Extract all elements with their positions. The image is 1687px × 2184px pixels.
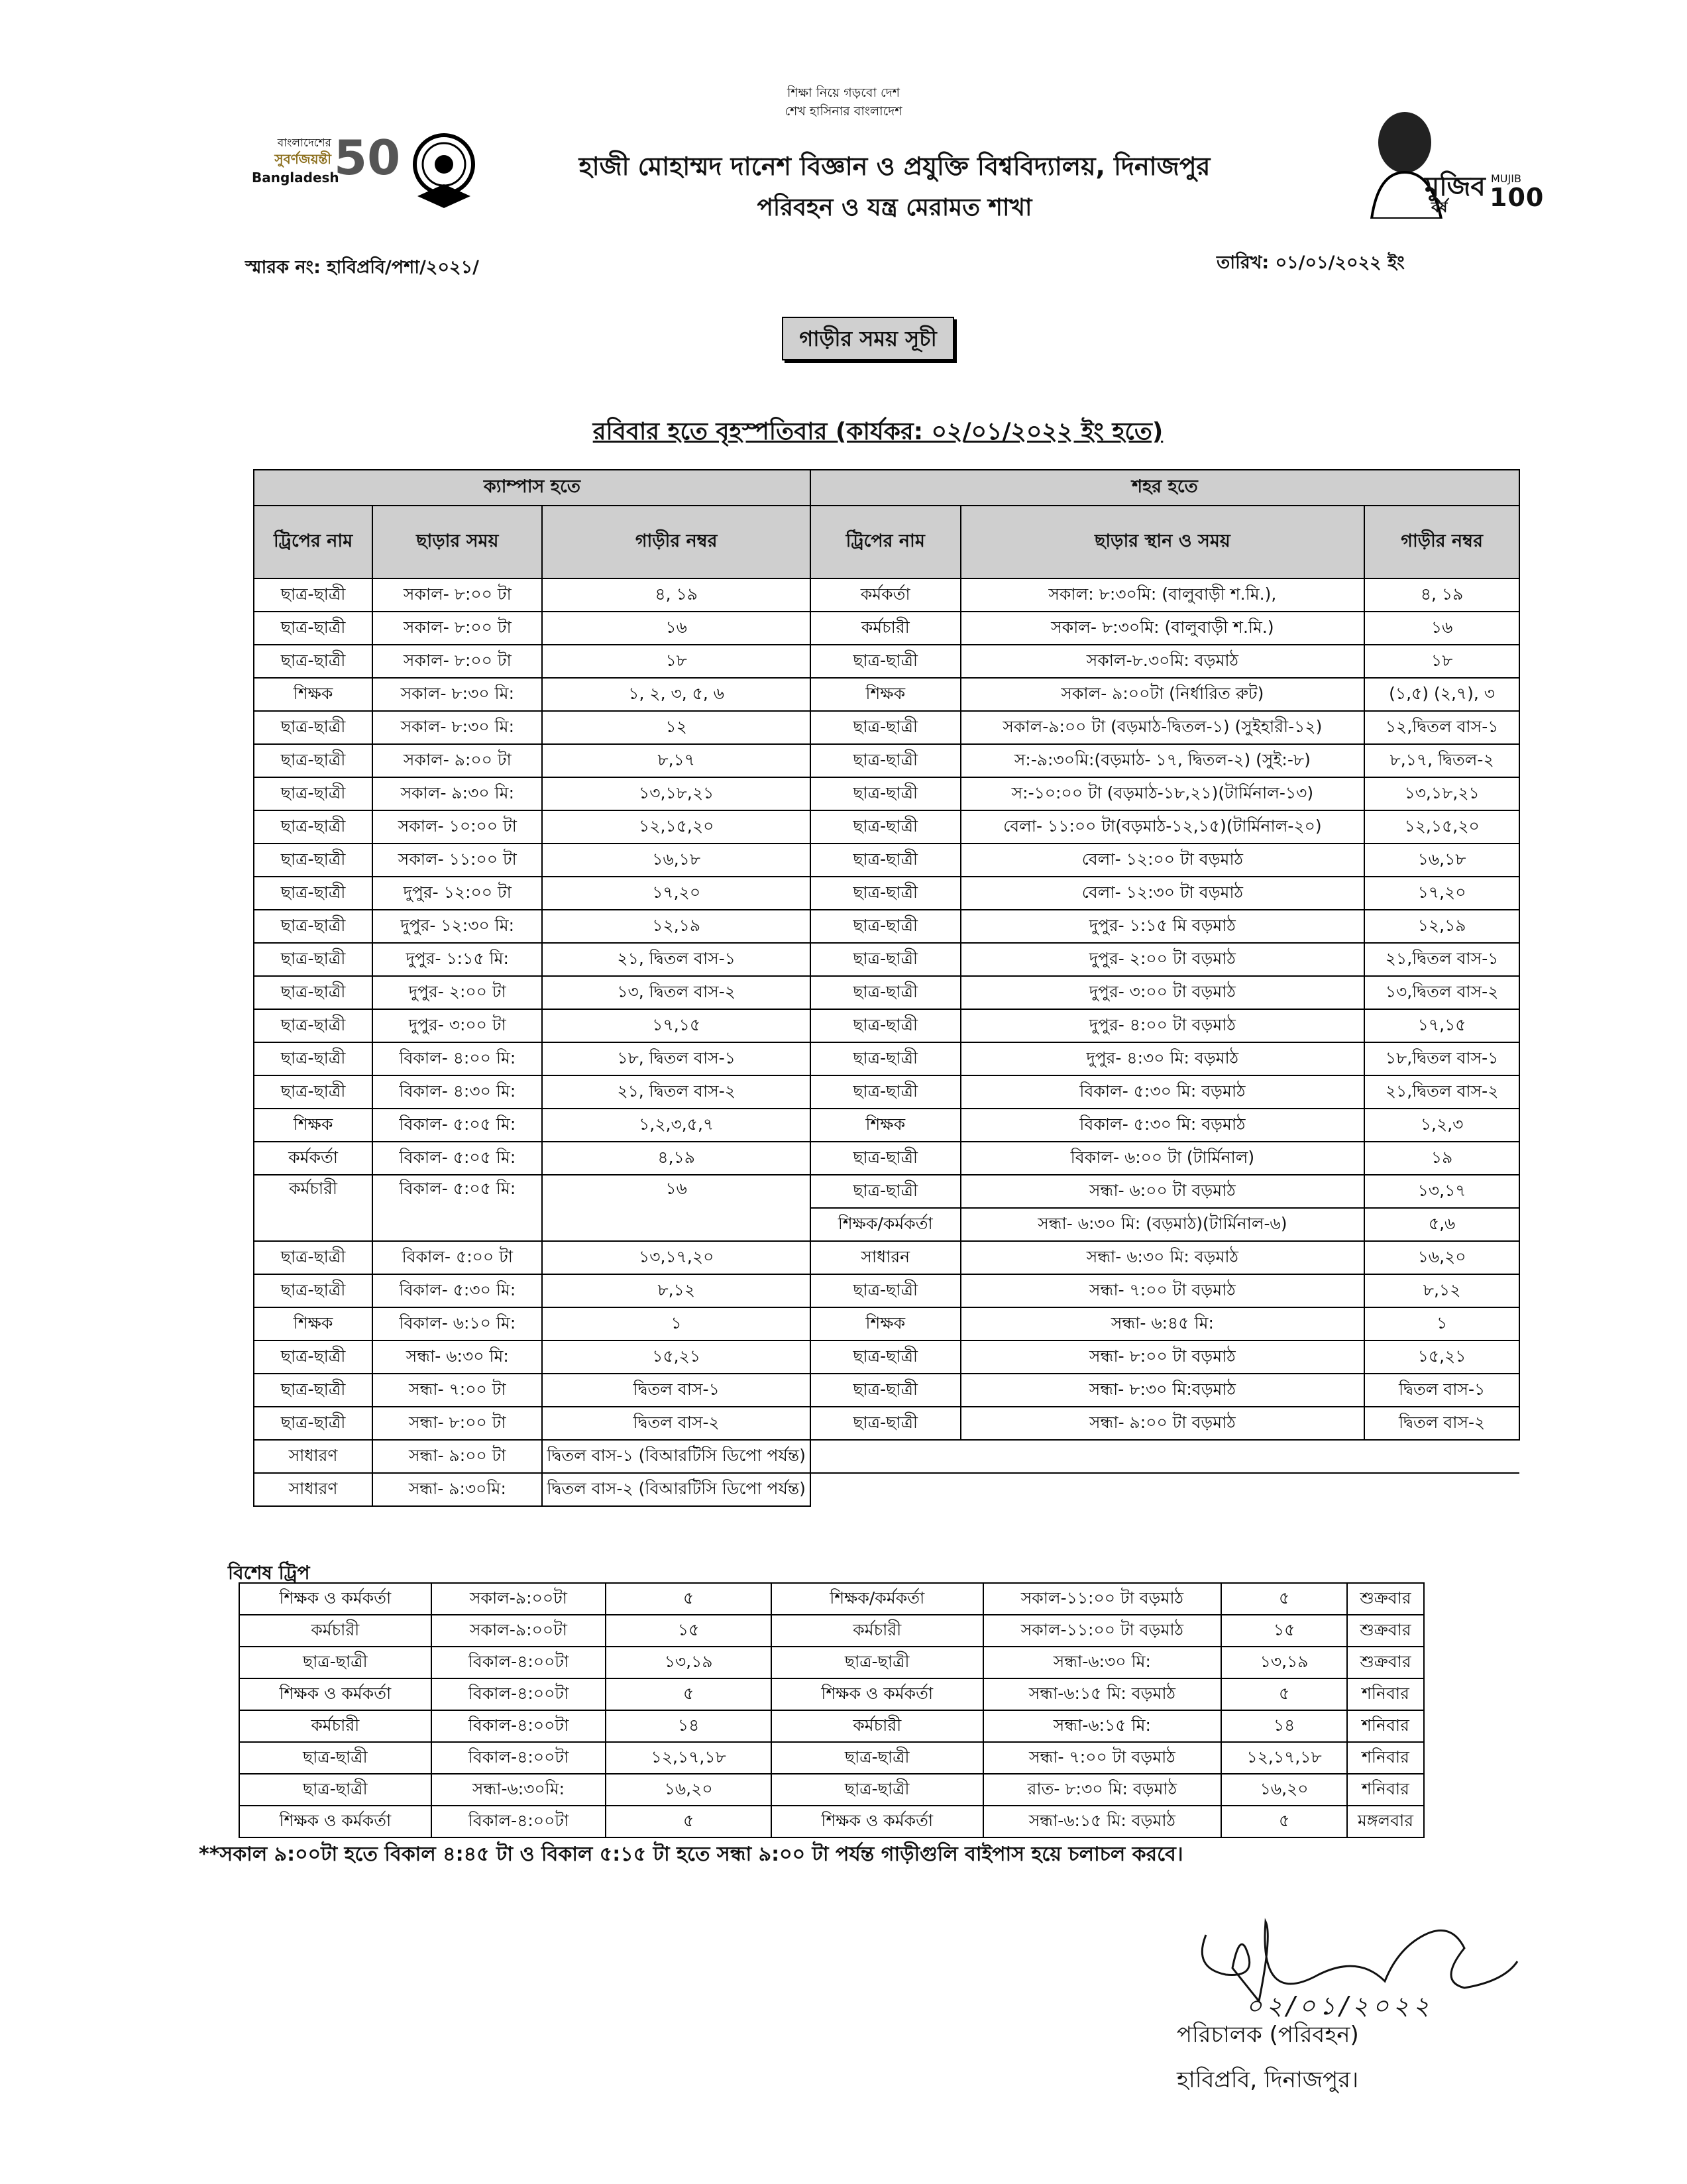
logo-line-1: বাংলাদেশের	[277, 136, 331, 150]
city-depart-place-time: সন্ধা- ৮:৩০ মি:বড়মাঠ	[961, 1374, 1365, 1407]
empty-cell	[810, 1440, 1519, 1473]
city-vehicle-no: ৪, ১৯	[1364, 578, 1519, 612]
return-place-time: সন্ধা-৬:৩০ মি:	[983, 1647, 1222, 1678]
campus-depart-time: বিকাল- ৫:০৫ মি:	[372, 1142, 542, 1175]
city-trip-name: ছাত্র-ছাত্রী	[810, 1042, 961, 1075]
city-depart-place-time: বিকাল- ৫:৩০ মি: বড়মাঠ	[961, 1075, 1365, 1109]
city-vehicle-no: ১	[1364, 1307, 1519, 1340]
city-vehicle-no: ১৬,১৮	[1364, 844, 1519, 877]
return-place-time: সন্ধা-৬:১৫ মি:	[983, 1710, 1222, 1742]
city-vehicle-no: ১২,১৯	[1364, 910, 1519, 943]
table-row	[254, 1340, 1519, 1374]
trip-name: কর্মচারী	[239, 1710, 431, 1742]
return-vehicle-no: ১৫	[1221, 1615, 1347, 1647]
trip-name: শিক্ষক ও কর্মকর্তা	[239, 1583, 431, 1615]
city-depart-place-time: স:-৯:৩০মি:(বড়মাঠ- ১৭, দ্বিতল-২) (সুই:-৮)	[961, 744, 1365, 777]
campus-vehicle-no: ৮,১৭	[542, 744, 810, 777]
city-trip-name: শিক্ষক	[810, 1109, 961, 1142]
vehicle-no: ৫	[606, 1806, 771, 1837]
memo-ref: স্মারক নং: হাবিপ্রবি/পশা/২০২১/	[245, 257, 479, 278]
campus-vehicle-no: ১৩, দ্বিতল বাস-২	[542, 976, 810, 1009]
city-trip-name: ছাত্র-ছাত্রী	[810, 810, 961, 844]
table-row	[254, 1042, 1519, 1075]
col-trip-name: ট্রিপের নাম	[254, 506, 372, 578]
city-trip-name: শিক্ষক	[810, 678, 961, 711]
logo-line-2: সুবর্ণজয়ন্তী	[274, 151, 331, 167]
return-trip-name: শিক্ষক/কর্মকর্তা	[771, 1583, 983, 1615]
campus-vehicle-no: ১,২,৩,৫,৭	[542, 1109, 810, 1142]
campus-trip-name: ছাত্র-ছাত্রী	[254, 711, 372, 744]
trip-name: ছাত্র-ছাত্রী	[239, 1742, 431, 1774]
city-trip-name: ছাত্র-ছাত্রী	[810, 877, 961, 910]
city-vehicle-no: ১,২,৩	[1364, 1109, 1519, 1142]
city-trip-name: ছাত্র-ছাত্রী	[810, 711, 961, 744]
mujib-latin: MUJIB	[1491, 172, 1521, 185]
vehicle-no: ৫	[606, 1583, 771, 1615]
campus-vehicle-no: ১৬,১৮	[542, 844, 810, 877]
campus-trip-name: ছাত্র-ছাত্রী	[254, 744, 372, 777]
campus-depart-time: বিকাল- ৫:৩০ মি:	[372, 1274, 542, 1307]
special-trips-table	[239, 1582, 1425, 1838]
campus-depart-time: সকাল- ৮:০০ টা	[372, 645, 542, 678]
footnote: **সকাল ৯:০০টা হতে বিকাল ৪:৪৫ টা ও বিকাল ৫:১৫ টা হতে সন্ধা ৯:০০ টা পর্যন্ত গাড়ীগুলি বাইপাস হয়ে চলাচল করবে।	[199, 1843, 1183, 1866]
campus-depart-time: সকাল- ১০:০০ টা	[372, 810, 542, 844]
special-trips-label: বিশেষ ট্রিপ	[228, 1562, 310, 1584]
depart-time: বিকাল-৪:০০টা	[431, 1678, 606, 1710]
campus-trip-name: শিক্ষক	[254, 1307, 372, 1340]
city-depart-place-time: সন্ধা- ৮:০০ টা বড়মাঠ	[961, 1340, 1365, 1374]
weekday: শনিবার	[1347, 1774, 1424, 1806]
table-row	[254, 844, 1519, 877]
city-depart-place-time: সন্ধা- ৬:৪৫ মি:	[961, 1307, 1365, 1340]
city-vehicle-no: ১৩,১৮,২১	[1364, 777, 1519, 810]
logo-line-3: Bangladesh	[252, 170, 339, 186]
depart-time: বিকাল-৪:০০টা	[431, 1806, 606, 1837]
weekday: শনিবার	[1347, 1710, 1424, 1742]
city-vehicle-no: দ্বিতল বাস-২	[1364, 1407, 1519, 1440]
campus-depart-time: দুপুর- ১২:০০ টা	[372, 877, 542, 910]
city-depart-place-time: দুপুর- ৪:০০ টা বড়মাঠ	[961, 1009, 1365, 1042]
campus-vehicle-no: ১৭,২০	[542, 877, 810, 910]
city-vehicle-no: ১৮,দ্বিতল বাস-১	[1364, 1042, 1519, 1075]
campus-vehicle-no: দ্বিতল বাস-১	[542, 1374, 810, 1407]
city-trip-name: ছাত্র-ছাত্রী	[810, 777, 961, 810]
return-place-time: সকাল-১১:০০ টা বড়মাঠ	[983, 1583, 1222, 1615]
campus-trip-name: সাধারণ	[254, 1440, 372, 1473]
return-trip-name: শিক্ষক ও কর্মকর্তা	[771, 1806, 983, 1837]
return-place-time: সন্ধা-৬:১৫ মি: বড়মাঠ	[983, 1806, 1222, 1837]
depart-time: বিকাল-৪:০০টা	[431, 1742, 606, 1774]
campus-trip-name: ছাত্র-ছাত্রী	[254, 910, 372, 943]
city-vehicle-no: ৫,৬	[1364, 1208, 1519, 1241]
city-trip-name: ছাত্র-ছাত্রী	[810, 1374, 961, 1407]
col-trip-name: ট্রিপের নাম	[810, 506, 961, 578]
schedule-title: গাড়ীর সময় সূচী	[782, 317, 954, 360]
campus-depart-time: দুপুর- ২:০০ টা	[372, 976, 542, 1009]
city-depart-place-time: বেলা- ১১:০০ টা(বড়মাঠ-১২,১৫)(টার্মিনাল-২০)	[961, 810, 1365, 844]
trip-name: ছাত্র-ছাত্রী	[239, 1774, 431, 1806]
golden-jubilee-logo	[252, 130, 401, 203]
campus-depart-time: সকাল- ৯:৩০ মি:	[372, 777, 542, 810]
weekday: শনিবার	[1347, 1742, 1424, 1774]
city-vehicle-no: ১৭,২০	[1364, 877, 1519, 910]
city-trip-name: ছাত্র-ছাত্রী	[810, 1407, 961, 1440]
depart-time: বিকাল-৪:০০টা	[431, 1710, 606, 1742]
trip-name: শিক্ষক ও কর্মকর্তা	[239, 1678, 431, 1710]
mujib-borsho-logo	[1358, 106, 1545, 225]
depart-time: বিকাল-৪:০০টা	[431, 1647, 606, 1678]
special-row	[239, 1710, 1424, 1742]
city-trip-name: ছাত্র-ছাত্রী	[810, 844, 961, 877]
campus-vehicle-no: ১৮, দ্বিতল বাস-১	[542, 1042, 810, 1075]
city-vehicle-no: ৮,১৭, দ্বিতল-২	[1364, 744, 1519, 777]
city-vehicle-no: দ্বিতল বাস-১	[1364, 1374, 1519, 1407]
city-depart-place-time: সকাল-৮.৩০মি: বড়মাঠ	[961, 645, 1365, 678]
table-row	[254, 810, 1519, 844]
campus-vehicle-no: ১৫,২১	[542, 1340, 810, 1374]
city-trip-name: ছাত্র-ছাত্রী	[810, 976, 961, 1009]
vehicle-no: ১৩,১৯	[606, 1647, 771, 1678]
city-vehicle-no: ১৯	[1364, 1142, 1519, 1175]
campus-depart-time: সকাল- ৮:০০ টা	[372, 578, 542, 612]
campus-depart-time: সন্ধা- ৮:০০ টা	[372, 1407, 542, 1440]
campus-depart-time: বিকাল- ৪:০০ মি:	[372, 1042, 542, 1075]
return-vehicle-no: ৫	[1221, 1583, 1347, 1615]
table-row	[254, 1374, 1519, 1407]
table-row	[254, 645, 1519, 678]
campus-vehicle-no: ১৩,১৮,২১	[542, 777, 810, 810]
weekday: শুক্রবার	[1347, 1583, 1424, 1615]
campus-vehicle-no: দ্বিতল বাস-২ (বিআরটিসি ডিপো পর্যন্ত)	[542, 1473, 810, 1506]
city-trip-name: সাধারন	[810, 1241, 961, 1274]
campus-vehicle-no: ১	[542, 1307, 810, 1340]
col-depart-time: ছাড়ার সময়	[372, 506, 542, 578]
return-trip-name: শিক্ষক ও কর্মকর্তা	[771, 1678, 983, 1710]
return-vehicle-no: ১২,১৭,১৮	[1221, 1742, 1347, 1774]
table-row	[254, 1274, 1519, 1307]
campus-vehicle-no: ১৮	[542, 645, 810, 678]
city-depart-place-time: দুপুর- ৪:৩০ মি: বড়মাঠ	[961, 1042, 1365, 1075]
city-trip-name: ছাত্র-ছাত্রী	[810, 943, 961, 976]
mujib-text: মুজিব	[1425, 172, 1486, 202]
campus-trip-name: শিক্ষক	[254, 1109, 372, 1142]
return-vehicle-no: ১৪	[1221, 1710, 1347, 1742]
group-city: শহর হতে	[810, 470, 1519, 506]
city-vehicle-no: (১,৫) (২,৭), ৩	[1364, 678, 1519, 711]
depart-time: সকাল-৯:০০টা	[431, 1583, 606, 1615]
city-trip-name: শিক্ষক/কর্মকর্তা	[810, 1208, 961, 1241]
city-vehicle-no: ১৩,১৭	[1364, 1175, 1519, 1208]
campus-depart-time: দুপুর- ১২:৩০ মি:	[372, 910, 542, 943]
city-depart-place-time: দুপুর- ১:১৫ মি বড়মাঠ	[961, 910, 1365, 943]
campus-vehicle-no: ১২	[542, 711, 810, 744]
main-schedule-table	[253, 469, 1520, 1507]
tagline-1: শিক্ষা নিয়ে গড়বো দেশ	[787, 85, 900, 100]
empty-cell	[810, 1473, 1519, 1506]
return-trip-name: ছাত্র-ছাত্রী	[771, 1774, 983, 1806]
special-row	[239, 1615, 1424, 1647]
city-trip-name: ছাত্র-ছাত্রী	[810, 744, 961, 777]
campus-trip-name: ছাত্র-ছাত্রী	[254, 1374, 372, 1407]
depart-time: সন্ধা-৬:৩০মি:	[431, 1774, 606, 1806]
campus-trip-name: ছাত্র-ছাত্রী	[254, 578, 372, 612]
campus-vehicle-no: ১২,১৯	[542, 910, 810, 943]
col-vehicle-no: গাড়ীর নম্বর	[542, 506, 810, 578]
city-depart-place-time: বিকাল- ৬:০০ টা (টার্মিনাল)	[961, 1142, 1365, 1175]
special-row	[239, 1647, 1424, 1678]
campus-vehicle-no: দ্বিতল বাস-১ (বিআরটিসি ডিপো পর্যন্ত)	[542, 1440, 810, 1473]
city-vehicle-no: ১২,দ্বিতল বাস-১	[1364, 711, 1519, 744]
city-trip-name: ছাত্র-ছাত্রী	[810, 1175, 961, 1208]
campus-trip-name: ছাত্র-ছাত্রী	[254, 612, 372, 645]
table-row	[254, 1440, 1519, 1473]
col-depart-place-time: ছাড়ার স্থান ও সময়	[961, 506, 1365, 578]
schedule-subtitle: রবিবার হতে বৃহস্পতিবার (কার্যকর: ০২/০১/২০২২ ইং হতে)	[592, 418, 1164, 445]
campus-trip-name: ছাত্র-ছাত্রী	[254, 1075, 372, 1109]
campus-vehicle-no: ২১, দ্বিতল বাস-১	[542, 943, 810, 976]
department-name: পরিবহন ও যন্ত্র মেরামত শাখা	[757, 194, 1032, 221]
city-depart-place-time: সন্ধা- ৬:৩০ মি: বড়মাঠ	[961, 1241, 1365, 1274]
table-row	[254, 711, 1519, 744]
table-row	[254, 1241, 1519, 1274]
table-row	[254, 877, 1519, 910]
campus-trip-name: ছাত্র-ছাত্রী	[254, 1241, 372, 1274]
depart-time: সকাল-৯:০০টা	[431, 1615, 606, 1647]
table-row	[254, 976, 1519, 1009]
city-vehicle-no: ১৬,২০	[1364, 1241, 1519, 1274]
campus-depart-time: সকাল- ১১:০০ টা	[372, 844, 542, 877]
return-trip-name: ছাত্র-ছাত্রী	[771, 1647, 983, 1678]
city-depart-place-time: সকাল-৯:০০ টা (বড়মাঠ-দ্বিতল-১) (সুইহারী-১২)	[961, 711, 1365, 744]
city-depart-place-time: সকাল: ৮:৩০মি: (বালুবাড়ী শ.মি.),	[961, 578, 1365, 612]
city-vehicle-no: ১৫,২১	[1364, 1340, 1519, 1374]
campus-trip-name: সাধারণ	[254, 1473, 372, 1506]
city-vehicle-no: ২১,দ্বিতল বাস-২	[1364, 1075, 1519, 1109]
campus-depart-time: দুপুর- ৩:০০ টা	[372, 1009, 542, 1042]
campus-depart-time: সন্ধা- ৭:০০ টা	[372, 1374, 542, 1407]
table-row	[254, 777, 1519, 810]
trip-name: কর্মচারী	[239, 1615, 431, 1647]
city-vehicle-no: ২১,দ্বিতল বাস-১	[1364, 943, 1519, 976]
city-trip-name: কর্মকর্তা	[810, 578, 961, 612]
city-vehicle-no: ১৮	[1364, 645, 1519, 678]
city-depart-place-time: দুপুর- ২:০০ টা বড়মাঠ	[961, 943, 1365, 976]
campus-vehicle-no: ১৩,১৭,২০	[542, 1241, 810, 1274]
campus-vehicle-no: ৪, ১৯	[542, 578, 810, 612]
table-row	[254, 678, 1519, 711]
campus-vehicle-no: ৮,১২	[542, 1274, 810, 1307]
table-row	[254, 1407, 1519, 1440]
campus-depart-time: সন্ধা- ৯:৩০মি:	[372, 1473, 542, 1506]
campus-vehicle-no: ২১, দ্বিতল বাস-২	[542, 1075, 810, 1109]
table-row	[254, 1109, 1519, 1142]
city-depart-place-time: সন্ধা- ৭:০০ টা বড়মাঠ	[961, 1274, 1365, 1307]
campus-trip-name: ছাত্র-ছাত্রী	[254, 844, 372, 877]
campus-trip-name: ছাত্র-ছাত্রী	[254, 1340, 372, 1374]
city-trip-name: ছাত্র-ছাত্রী	[810, 1274, 961, 1307]
table-row	[254, 1307, 1519, 1340]
city-trip-name: শিক্ষক	[810, 1307, 961, 1340]
city-depart-place-time: সন্ধা- ৬:০০ টা বড়মাঠ	[961, 1175, 1365, 1208]
university-name: হাজী মোহাম্মদ দানেশ বিজ্ঞান ও প্রযুক্তি বিশ্ববিদ্যালয়, দিনাজপুর	[578, 152, 1211, 181]
col-vehicle-no: গাড়ীর নম্বর	[1364, 506, 1519, 578]
campus-vehicle-no: ৪,১৯	[542, 1142, 810, 1175]
vehicle-no: ১৬,২০	[606, 1774, 771, 1806]
city-vehicle-no: ১৭,১৫	[1364, 1009, 1519, 1042]
return-vehicle-no: ৫	[1221, 1806, 1347, 1837]
weekday: শুক্রবার	[1347, 1615, 1424, 1647]
city-trip-name: কর্মচারী	[810, 612, 961, 645]
tagline-2: শেখ হাসিনার বাংলাদেশ	[785, 104, 902, 119]
vehicle-no: ১২,১৭,১৮	[606, 1742, 771, 1774]
campus-vehicle-no: ১২,১৫,২০	[542, 810, 810, 844]
table-row	[254, 943, 1519, 976]
table-row	[254, 1175, 1519, 1208]
campus-depart-time: সন্ধা- ৬:৩০ মি:	[372, 1340, 542, 1374]
return-trip-name: কর্মচারী	[771, 1710, 983, 1742]
campus-trip-name: ছাত্র-ছাত্রী	[254, 976, 372, 1009]
weekday: শুক্রবার	[1347, 1647, 1424, 1678]
city-depart-place-time: বেলা- ১২:০০ টা বড়মাঠ	[961, 844, 1365, 877]
campus-trip-name: ছাত্র-ছাত্রী	[254, 1407, 372, 1440]
city-vehicle-no: ১৬	[1364, 612, 1519, 645]
city-depart-place-time: সকাল- ৯:০০টা (নির্ধারিত রুট)	[961, 678, 1365, 711]
return-place-time: সকাল-১১:০০ টা বড়মাঠ	[983, 1615, 1222, 1647]
table-row	[254, 612, 1519, 645]
special-row	[239, 1742, 1424, 1774]
city-depart-place-time: সন্ধা- ৯:০০ টা বড়মাঠ	[961, 1407, 1365, 1440]
special-row	[239, 1583, 1424, 1615]
campus-trip-name: ছাত্র-ছাত্রী	[254, 645, 372, 678]
campus-trip-name: ছাত্র-ছাত্রী	[254, 877, 372, 910]
city-trip-name: ছাত্র-ছাত্রী	[810, 1340, 961, 1374]
campus-trip-name: কর্মকর্তা	[254, 1142, 372, 1175]
table-row	[254, 1075, 1519, 1109]
hundred-text: 100	[1490, 183, 1545, 212]
campus-depart-time: বিকাল- ৬:১০ মি:	[372, 1307, 542, 1340]
city-trip-name: ছাত্র-ছাত্রী	[810, 1142, 961, 1175]
city-vehicle-no: ১২,১৫,২০	[1364, 810, 1519, 844]
campus-vehicle-no: ১৬	[542, 1175, 810, 1241]
logo-fifty: 50	[334, 130, 401, 186]
campus-depart-time: সকাল- ৮:৩০ মি:	[372, 678, 542, 711]
table-row	[254, 1473, 1519, 1506]
signatory-title: পরিচালক (পরিবহন)	[1177, 2022, 1359, 2048]
city-depart-place-time: সকাল- ৮:৩০মি: (বালুবাড়ী শ.মি.)	[961, 612, 1365, 645]
borsho-text: বর্ষ	[1431, 199, 1448, 216]
campus-depart-time: বিকাল- ৪:৩০ মি:	[372, 1075, 542, 1109]
campus-depart-time: সন্ধা- ৯:০০ টা	[372, 1440, 542, 1473]
campus-trip-name: ছাত্র-ছাত্রী	[254, 777, 372, 810]
city-depart-place-time: দুপুর- ৩:০০ টা বড়মাঠ	[961, 976, 1365, 1009]
special-row	[239, 1678, 1424, 1710]
return-vehicle-no: ১৩,১৯	[1221, 1647, 1347, 1678]
memo-date: তারিখ: ০১/০১/২০২২ ইং	[1217, 252, 1405, 273]
return-vehicle-no: ৫	[1221, 1678, 1347, 1710]
group-campus: ক্যাম্পাস হতে	[254, 470, 810, 506]
campus-depart-time: দুপুর- ১:১৫ মি:	[372, 943, 542, 976]
vehicle-no: ১৫	[606, 1615, 771, 1647]
table-row	[254, 744, 1519, 777]
campus-trip-name: ছাত্র-ছাত্রী	[254, 1042, 372, 1075]
signatory-org: হাবিপ্রবি, দিনাজপুর।	[1177, 2067, 1359, 2093]
campus-depart-time: সকাল- ৮:৩০ মি:	[372, 711, 542, 744]
special-row	[239, 1774, 1424, 1806]
campus-vehicle-no: ১৭,১৫	[542, 1009, 810, 1042]
weekday: মঙ্গলবার	[1347, 1806, 1424, 1837]
campus-depart-time: সকাল- ৮:০০ টা	[372, 612, 542, 645]
return-place-time: সন্ধা-৬:১৫ মি: বড়মাঠ	[983, 1678, 1222, 1710]
city-trip-name: ছাত্র-ছাত্রী	[810, 1075, 961, 1109]
table-row	[254, 578, 1519, 612]
weekday: শনিবার	[1347, 1678, 1424, 1710]
city-depart-place-time: বেলা- ১২:৩০ টা বড়মাঠ	[961, 877, 1365, 910]
city-trip-name: ছাত্র-ছাত্রী	[810, 1009, 961, 1042]
city-vehicle-no: ১৩,দ্বিতল বাস-২	[1364, 976, 1519, 1009]
campus-trip-name: শিক্ষক	[254, 678, 372, 711]
special-row	[239, 1806, 1424, 1837]
return-place-time: সন্ধা- ৭:০০ টা বড়মাঠ	[983, 1742, 1222, 1774]
campus-trip-name: ছাত্র-ছাত্রী	[254, 810, 372, 844]
city-depart-place-time: সন্ধা- ৬:৩০ মি: (বড়মাঠ)(টার্মিনাল-৬)	[961, 1208, 1365, 1241]
campus-vehicle-no: দ্বিতল বাস-২	[542, 1407, 810, 1440]
table-row	[254, 910, 1519, 943]
return-trip-name: কর্মচারী	[771, 1615, 983, 1647]
campus-trip-name: ছাত্র-ছাত্রী	[254, 943, 372, 976]
return-place-time: রাত- ৮:৩০ মি: বড়মাঠ	[983, 1774, 1222, 1806]
campus-trip-name: ছাত্র-ছাত্রী	[254, 1009, 372, 1042]
campus-vehicle-no: ১৬	[542, 612, 810, 645]
table-row	[254, 1009, 1519, 1042]
return-trip-name: ছাত্র-ছাত্রী	[771, 1742, 983, 1774]
table-row	[254, 1142, 1519, 1175]
trip-name: ছাত্র-ছাত্রী	[239, 1647, 431, 1678]
vehicle-no: ১৪	[606, 1710, 771, 1742]
campus-vehicle-no: ১, ২, ৩, ৫, ৬	[542, 678, 810, 711]
campus-depart-time: বিকাল- ৫:০৫ মি:	[372, 1175, 542, 1241]
city-vehicle-no: ৮,১২	[1364, 1274, 1519, 1307]
city-trip-name: ছাত্র-ছাত্রী	[810, 910, 961, 943]
return-vehicle-no: ১৬,২০	[1221, 1774, 1347, 1806]
campus-depart-time: বিকাল- ৫:০৫ মি:	[372, 1109, 542, 1142]
city-trip-name: ছাত্র-ছাত্রী	[810, 645, 961, 678]
signature-date: ০২/০১/২০২২	[1246, 1991, 1434, 2020]
city-depart-place-time: বিকাল- ৫:৩০ মি: বড়মাঠ	[961, 1109, 1365, 1142]
campus-trip-name: কর্মচারী	[254, 1175, 372, 1241]
vehicle-no: ৫	[606, 1678, 771, 1710]
campus-depart-time: সকাল- ৯:০০ টা	[372, 744, 542, 777]
campus-depart-time: বিকাল- ৫:০০ টা	[372, 1241, 542, 1274]
campus-trip-name: ছাত্র-ছাত্রী	[254, 1274, 372, 1307]
trip-name: শিক্ষক ও কর্মকর্তা	[239, 1806, 431, 1837]
city-depart-place-time: স:-১০:০০ টা (বড়মাঠ-১৮,২১)(টার্মিনাল-১৩)	[961, 777, 1365, 810]
